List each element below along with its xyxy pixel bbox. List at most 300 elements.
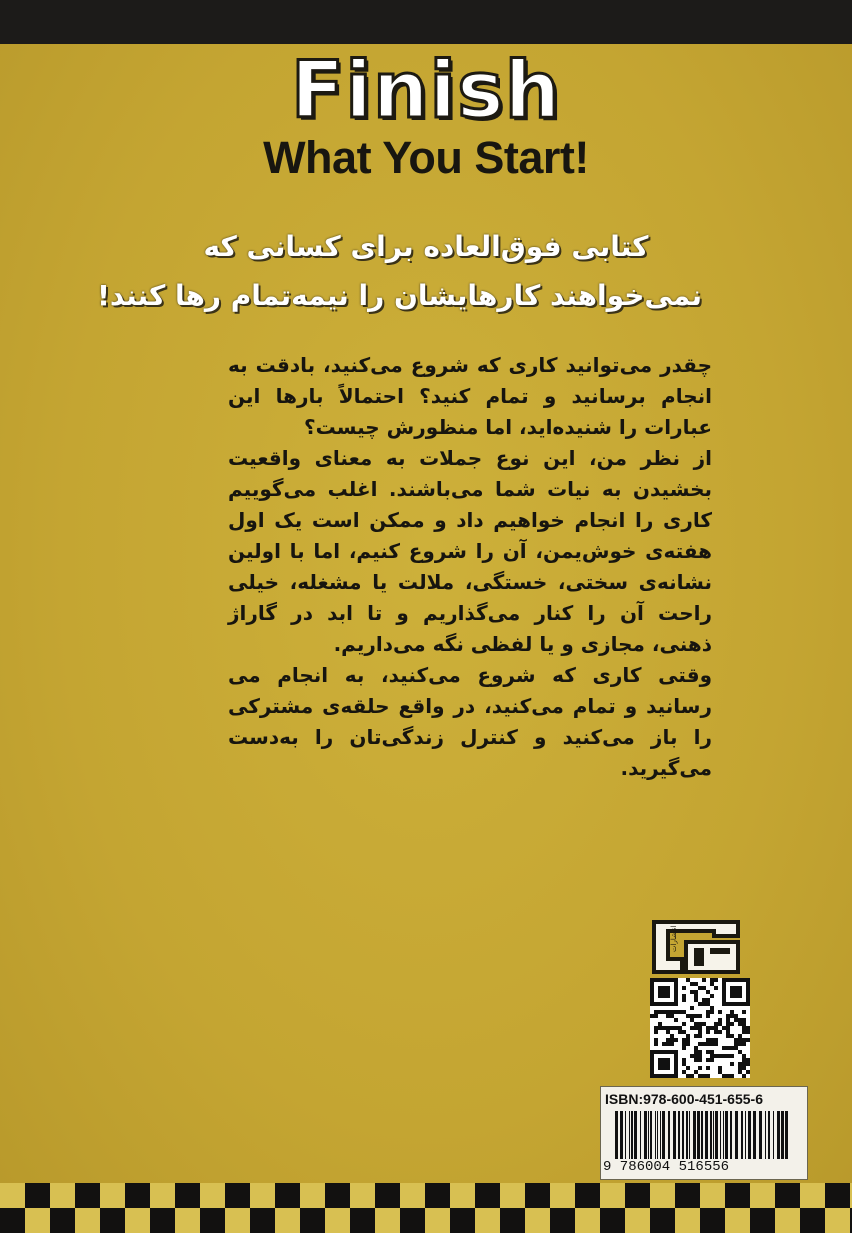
qr-module (698, 1066, 702, 1070)
qr-module (746, 1062, 750, 1066)
qr-module (686, 1066, 690, 1070)
barcode-bar (781, 1111, 784, 1159)
checker-square (50, 1183, 75, 1208)
qr-module (706, 1074, 710, 1078)
qr-module (738, 1018, 742, 1022)
checker-square (375, 1183, 400, 1208)
checker-square (625, 1208, 650, 1233)
qr-module (670, 1038, 674, 1042)
qr-module (714, 1030, 718, 1034)
qr-module (662, 1010, 666, 1014)
barcode-digits: 9 786004 516556 (603, 1159, 730, 1175)
qr-module (726, 1018, 730, 1022)
checker-square (675, 1208, 700, 1233)
qr-module (674, 1018, 678, 1022)
checker-square (600, 1208, 625, 1233)
qr-module (726, 1046, 730, 1050)
qr-module (694, 1058, 698, 1062)
barcode-bar (753, 1111, 756, 1159)
qr-module (738, 1062, 742, 1066)
barcode-bar (748, 1111, 751, 1159)
checker-square (450, 1183, 475, 1208)
qr-module (734, 1042, 738, 1046)
barcode-bar (765, 1111, 766, 1159)
qr-module (734, 1046, 738, 1050)
barcode-bar (629, 1111, 630, 1159)
qr-module (714, 1042, 718, 1046)
qr-finder-part (658, 1058, 670, 1070)
qr-module (694, 1046, 698, 1050)
qr-module (674, 1010, 678, 1014)
qr-module (682, 994, 686, 998)
qr-module (714, 1054, 718, 1058)
qr-module (702, 986, 706, 990)
qr-module (742, 1066, 746, 1070)
qr-module (694, 994, 698, 998)
qr-module (706, 1038, 710, 1042)
barcode-bar (625, 1111, 626, 1159)
qr-module (654, 1042, 658, 1046)
barcode-bar (773, 1111, 774, 1159)
qr-module (730, 1010, 734, 1014)
checker-square (600, 1183, 625, 1208)
qr-module (738, 1034, 742, 1038)
qr-module (718, 1018, 722, 1022)
checker-square (125, 1183, 150, 1208)
checker-square (825, 1208, 850, 1233)
checker-square (300, 1208, 325, 1233)
qr-module (690, 990, 694, 994)
checker-square (425, 1183, 450, 1208)
qr-module (710, 1006, 714, 1010)
qr-module (694, 1014, 698, 1018)
qr-module (710, 994, 714, 998)
qr-module (730, 1062, 734, 1066)
tagline (97, 222, 702, 320)
checker-square (25, 1208, 50, 1233)
qr-module (742, 1030, 746, 1034)
qr-module (706, 1026, 710, 1030)
checker-square (525, 1183, 550, 1208)
qr-module (678, 1010, 682, 1014)
qr-module (698, 1030, 702, 1034)
qr-module (694, 990, 698, 994)
checker-square (225, 1183, 250, 1208)
qr-module (658, 1022, 662, 1026)
qr-module (726, 1026, 730, 1030)
qr-module (730, 1054, 734, 1058)
qr-module (670, 1026, 674, 1030)
checker-square (825, 1183, 850, 1208)
checker-square (200, 1183, 225, 1208)
checker-square (625, 1183, 650, 1208)
qr-module (718, 1022, 722, 1026)
qr-module (706, 1066, 710, 1070)
qr-module (730, 1022, 734, 1026)
barcode-bar (631, 1111, 633, 1159)
checker-square (800, 1183, 825, 1208)
qr-module (698, 1014, 702, 1018)
qr-module (742, 1054, 746, 1058)
qr-module (654, 1038, 658, 1042)
qr-module (738, 1042, 742, 1046)
checker-square (575, 1183, 600, 1208)
qr-module (738, 1066, 742, 1070)
qr-module (686, 1042, 690, 1046)
qr-module (686, 1038, 690, 1042)
qr-code (650, 978, 750, 1078)
qr-module (706, 1050, 710, 1054)
qr-module (682, 1058, 686, 1062)
qr-module (722, 1026, 726, 1030)
qr-module (678, 1030, 682, 1034)
checker-square (475, 1183, 500, 1208)
qr-module (746, 1070, 750, 1074)
qr-module (698, 1022, 702, 1026)
qr-module (666, 1042, 670, 1046)
qr-module (698, 1058, 702, 1062)
tagline-line-2: نمی‌خواهند کارهایشان را نیمه‌تمام رها کنند! (97, 279, 702, 312)
qr-module (690, 1018, 694, 1022)
checker-square (350, 1183, 375, 1208)
checker-square (75, 1183, 100, 1208)
qr-module (730, 1014, 734, 1018)
qr-module (726, 1074, 730, 1078)
barcode-bar (715, 1111, 718, 1159)
qr-module (718, 1070, 722, 1074)
qr-module (742, 1074, 746, 1078)
top-dark-band (0, 0, 852, 44)
qr-module (742, 1062, 746, 1066)
barcode-bar (644, 1111, 647, 1159)
blurb-paragraph-3: وقتی کاری که شروع می‌کنید، به انجام می رسانید و تمام می‌کنید، در واقع حلقه‌ی مشترکی را باز می‌کنید و کنترل زندگی‌تان را به‌دست می‌گیرید. (228, 663, 712, 780)
checker-square (50, 1208, 75, 1233)
isbn-barcode-box (600, 1086, 808, 1180)
qr-module (710, 982, 714, 986)
qr-module (722, 1046, 726, 1050)
qr-module (694, 998, 698, 1002)
qr-module (686, 1034, 690, 1038)
qr-module (694, 1022, 698, 1026)
qr-module (706, 1030, 710, 1034)
checker-square (450, 1208, 475, 1233)
qr-module (702, 1042, 706, 1046)
qr-module (738, 1038, 742, 1042)
checker-square (425, 1208, 450, 1233)
barcode-bar (620, 1111, 623, 1159)
qr-module (694, 1070, 698, 1074)
barcode-bar (657, 1111, 658, 1159)
qr-module (746, 1038, 750, 1042)
checker-square (400, 1183, 425, 1208)
checker-square (500, 1208, 525, 1233)
checker-square (750, 1208, 775, 1233)
checker-square (775, 1183, 800, 1208)
barcode-bar (723, 1111, 724, 1159)
qr-module (710, 1010, 714, 1014)
qr-module (706, 1014, 710, 1018)
qr-module (710, 1026, 714, 1030)
qr-module (674, 1038, 678, 1042)
qr-module (666, 1030, 670, 1034)
qr-module (730, 1074, 734, 1078)
qr-module (742, 1042, 746, 1046)
barcode-bar (660, 1111, 661, 1159)
tagline-line-1: کتابی فوق‌العاده برای کسانی که (203, 230, 649, 263)
barcode-bar (745, 1111, 746, 1159)
qr-module (666, 1038, 670, 1042)
qr-module (726, 1022, 730, 1026)
qr-module (710, 1050, 714, 1054)
checker-square (650, 1208, 675, 1233)
qr-module (694, 1054, 698, 1058)
checker-square (525, 1208, 550, 1233)
barcode-bar (615, 1111, 618, 1159)
qr-module (682, 1070, 686, 1074)
checker-square (550, 1183, 575, 1208)
checker-square (500, 1183, 525, 1208)
qr-module (718, 1010, 722, 1014)
checker-square (0, 1208, 25, 1233)
checker-square (150, 1208, 175, 1233)
barcode-bar (682, 1111, 684, 1159)
checker-square (575, 1208, 600, 1233)
barcode-bar (648, 1111, 649, 1159)
isbn-label: ISBN:978-600-451-655-6 (605, 1091, 763, 1107)
checker-square (650, 1183, 675, 1208)
barcode-bars (615, 1111, 791, 1159)
qr-module (742, 1026, 746, 1030)
barcode-bar (785, 1111, 788, 1159)
qr-module (690, 1074, 694, 1078)
qr-module (678, 1026, 682, 1030)
barcode-bar (759, 1111, 762, 1159)
qr-module (670, 1014, 674, 1018)
checkered-border (0, 1183, 852, 1233)
checker-square (725, 1208, 750, 1233)
checker-square (175, 1208, 200, 1233)
barcode-bar (725, 1111, 728, 1159)
qr-module (702, 1074, 706, 1078)
qr-module (698, 1050, 702, 1054)
qr-module (686, 1014, 690, 1018)
qr-module (674, 1026, 678, 1030)
barcode-bar (730, 1111, 732, 1159)
qr-module (694, 1034, 698, 1038)
checker-square (725, 1183, 750, 1208)
qr-module (706, 1058, 710, 1062)
publisher-logo-icon (646, 918, 744, 976)
qr-module (698, 1054, 702, 1058)
checker-square (475, 1208, 500, 1233)
qr-module (682, 1010, 686, 1014)
qr-module (734, 1018, 738, 1022)
qr-module (670, 1042, 674, 1046)
checker-square (125, 1208, 150, 1233)
qr-module (714, 986, 718, 990)
checker-square (200, 1208, 225, 1233)
barcode-bar (662, 1111, 665, 1159)
qr-module (726, 1034, 730, 1038)
qr-module (670, 1010, 674, 1014)
qr-module (714, 978, 718, 982)
qr-module (650, 1014, 654, 1018)
barcode-bar (705, 1111, 708, 1159)
qr-module (654, 1010, 658, 1014)
qr-module (726, 1030, 730, 1034)
qr-module (682, 998, 686, 1002)
barcode-bar (678, 1111, 680, 1159)
qr-module (682, 1046, 686, 1050)
checker-square (150, 1183, 175, 1208)
checker-square (100, 1183, 125, 1208)
qr-module (698, 1074, 702, 1078)
qr-module (718, 1054, 722, 1058)
qr-module (746, 1030, 750, 1034)
qr-module (654, 1014, 658, 1018)
qr-module (706, 1010, 710, 1014)
qr-module (698, 986, 702, 990)
qr-module (726, 1014, 730, 1018)
qr-module (694, 1050, 698, 1054)
checker-square (400, 1208, 425, 1233)
blurb-text (228, 350, 712, 784)
checker-square (250, 1208, 275, 1233)
barcode-bar (741, 1111, 743, 1159)
qr-module (746, 1058, 750, 1062)
qr-module (734, 1014, 738, 1018)
qr-module (710, 1054, 714, 1058)
qr-module (666, 1014, 670, 1018)
barcode-bar (655, 1111, 656, 1159)
qr-module (730, 1046, 734, 1050)
qr-module (742, 1018, 746, 1022)
checker-square (25, 1183, 50, 1208)
qr-module (706, 998, 710, 1002)
barcode-bar (713, 1111, 714, 1159)
qr-finder-part (730, 986, 742, 998)
title-subtitle: What You Start! (263, 132, 589, 183)
qr-finder-part (658, 986, 670, 998)
qr-module (718, 1066, 722, 1070)
qr-module (742, 1058, 746, 1062)
checker-square (275, 1183, 300, 1208)
checker-square (800, 1208, 825, 1233)
qr-module (742, 1038, 746, 1042)
checker-square (100, 1208, 125, 1233)
qr-module (706, 1002, 710, 1006)
qr-module (742, 1022, 746, 1026)
qr-module (710, 1038, 714, 1042)
qr-module (706, 990, 710, 994)
qr-module (702, 978, 706, 982)
qr-module (690, 1014, 694, 1018)
checker-square (175, 1183, 200, 1208)
qr-module (718, 1030, 722, 1034)
qr-module (682, 1030, 686, 1034)
qr-module (662, 1042, 666, 1046)
qr-module (710, 1042, 714, 1046)
qr-module (698, 1034, 702, 1038)
qr-module (690, 982, 694, 986)
checker-square (0, 1183, 25, 1208)
qr-module (682, 986, 686, 990)
qr-module (710, 1058, 714, 1062)
qr-module (710, 978, 714, 982)
barcode-bar (689, 1111, 690, 1159)
qr-module (722, 1054, 726, 1058)
barcode-bar (650, 1111, 652, 1159)
qr-module (738, 1070, 742, 1074)
qr-module (658, 1026, 662, 1030)
qr-module (682, 1042, 686, 1046)
qr-module (734, 1038, 738, 1042)
qr-module (698, 1026, 702, 1030)
qr-module (662, 1026, 666, 1030)
qr-module (702, 998, 706, 1002)
barcode-bar (640, 1111, 641, 1159)
checker-square (275, 1208, 300, 1233)
checker-square (250, 1183, 275, 1208)
checker-square (225, 1208, 250, 1233)
qr-module (670, 1034, 674, 1038)
qr-module (738, 1050, 742, 1054)
qr-module (682, 1022, 686, 1026)
checker-square (750, 1183, 775, 1208)
barcode-bar (673, 1111, 676, 1159)
checker-square (375, 1208, 400, 1233)
qr-module (702, 1022, 706, 1026)
checker-square (675, 1183, 700, 1208)
qr-module (698, 1042, 702, 1046)
qr-module (666, 1026, 670, 1030)
checker-square (700, 1183, 725, 1208)
barcode-bar (701, 1111, 703, 1159)
barcode-bar (686, 1111, 688, 1159)
qr-module (690, 1006, 694, 1010)
checker-square (300, 1183, 325, 1208)
qr-module (690, 1054, 694, 1058)
qr-module (746, 1026, 750, 1030)
qr-module (738, 1022, 742, 1026)
qr-module (694, 1026, 698, 1030)
barcode-bar (697, 1111, 700, 1159)
publisher-logo-caption: انتشارات (670, 925, 678, 952)
qr-module (714, 1022, 718, 1026)
checker-square (75, 1208, 100, 1233)
checker-square (325, 1208, 350, 1233)
barcode-bar (768, 1111, 770, 1159)
qr-module (726, 1054, 730, 1058)
blurb-paragraph-1: چقدر می‌توانید کاری که شروع می‌کنید، بادقت به انجام برسانید و تمام کنید؟ احتمالاً بارها این عبارات را شنیده‌اید، اما منظورش چیست؟ (228, 353, 712, 439)
qr-module (682, 1062, 686, 1066)
qr-module (666, 1010, 670, 1014)
checker-square (700, 1208, 725, 1233)
qr-module (742, 1010, 746, 1014)
barcode-bar (693, 1111, 696, 1159)
barcode-bar (777, 1111, 780, 1159)
qr-module (658, 1010, 662, 1014)
barcode-bar (634, 1111, 637, 1159)
qr-module (698, 1002, 702, 1006)
qr-module (714, 1026, 718, 1030)
checker-square (325, 1183, 350, 1208)
qr-module (706, 1042, 710, 1046)
barcode-bar (735, 1111, 738, 1159)
qr-module (690, 1026, 694, 1030)
qr-module (694, 982, 698, 986)
qr-module (714, 1038, 718, 1042)
